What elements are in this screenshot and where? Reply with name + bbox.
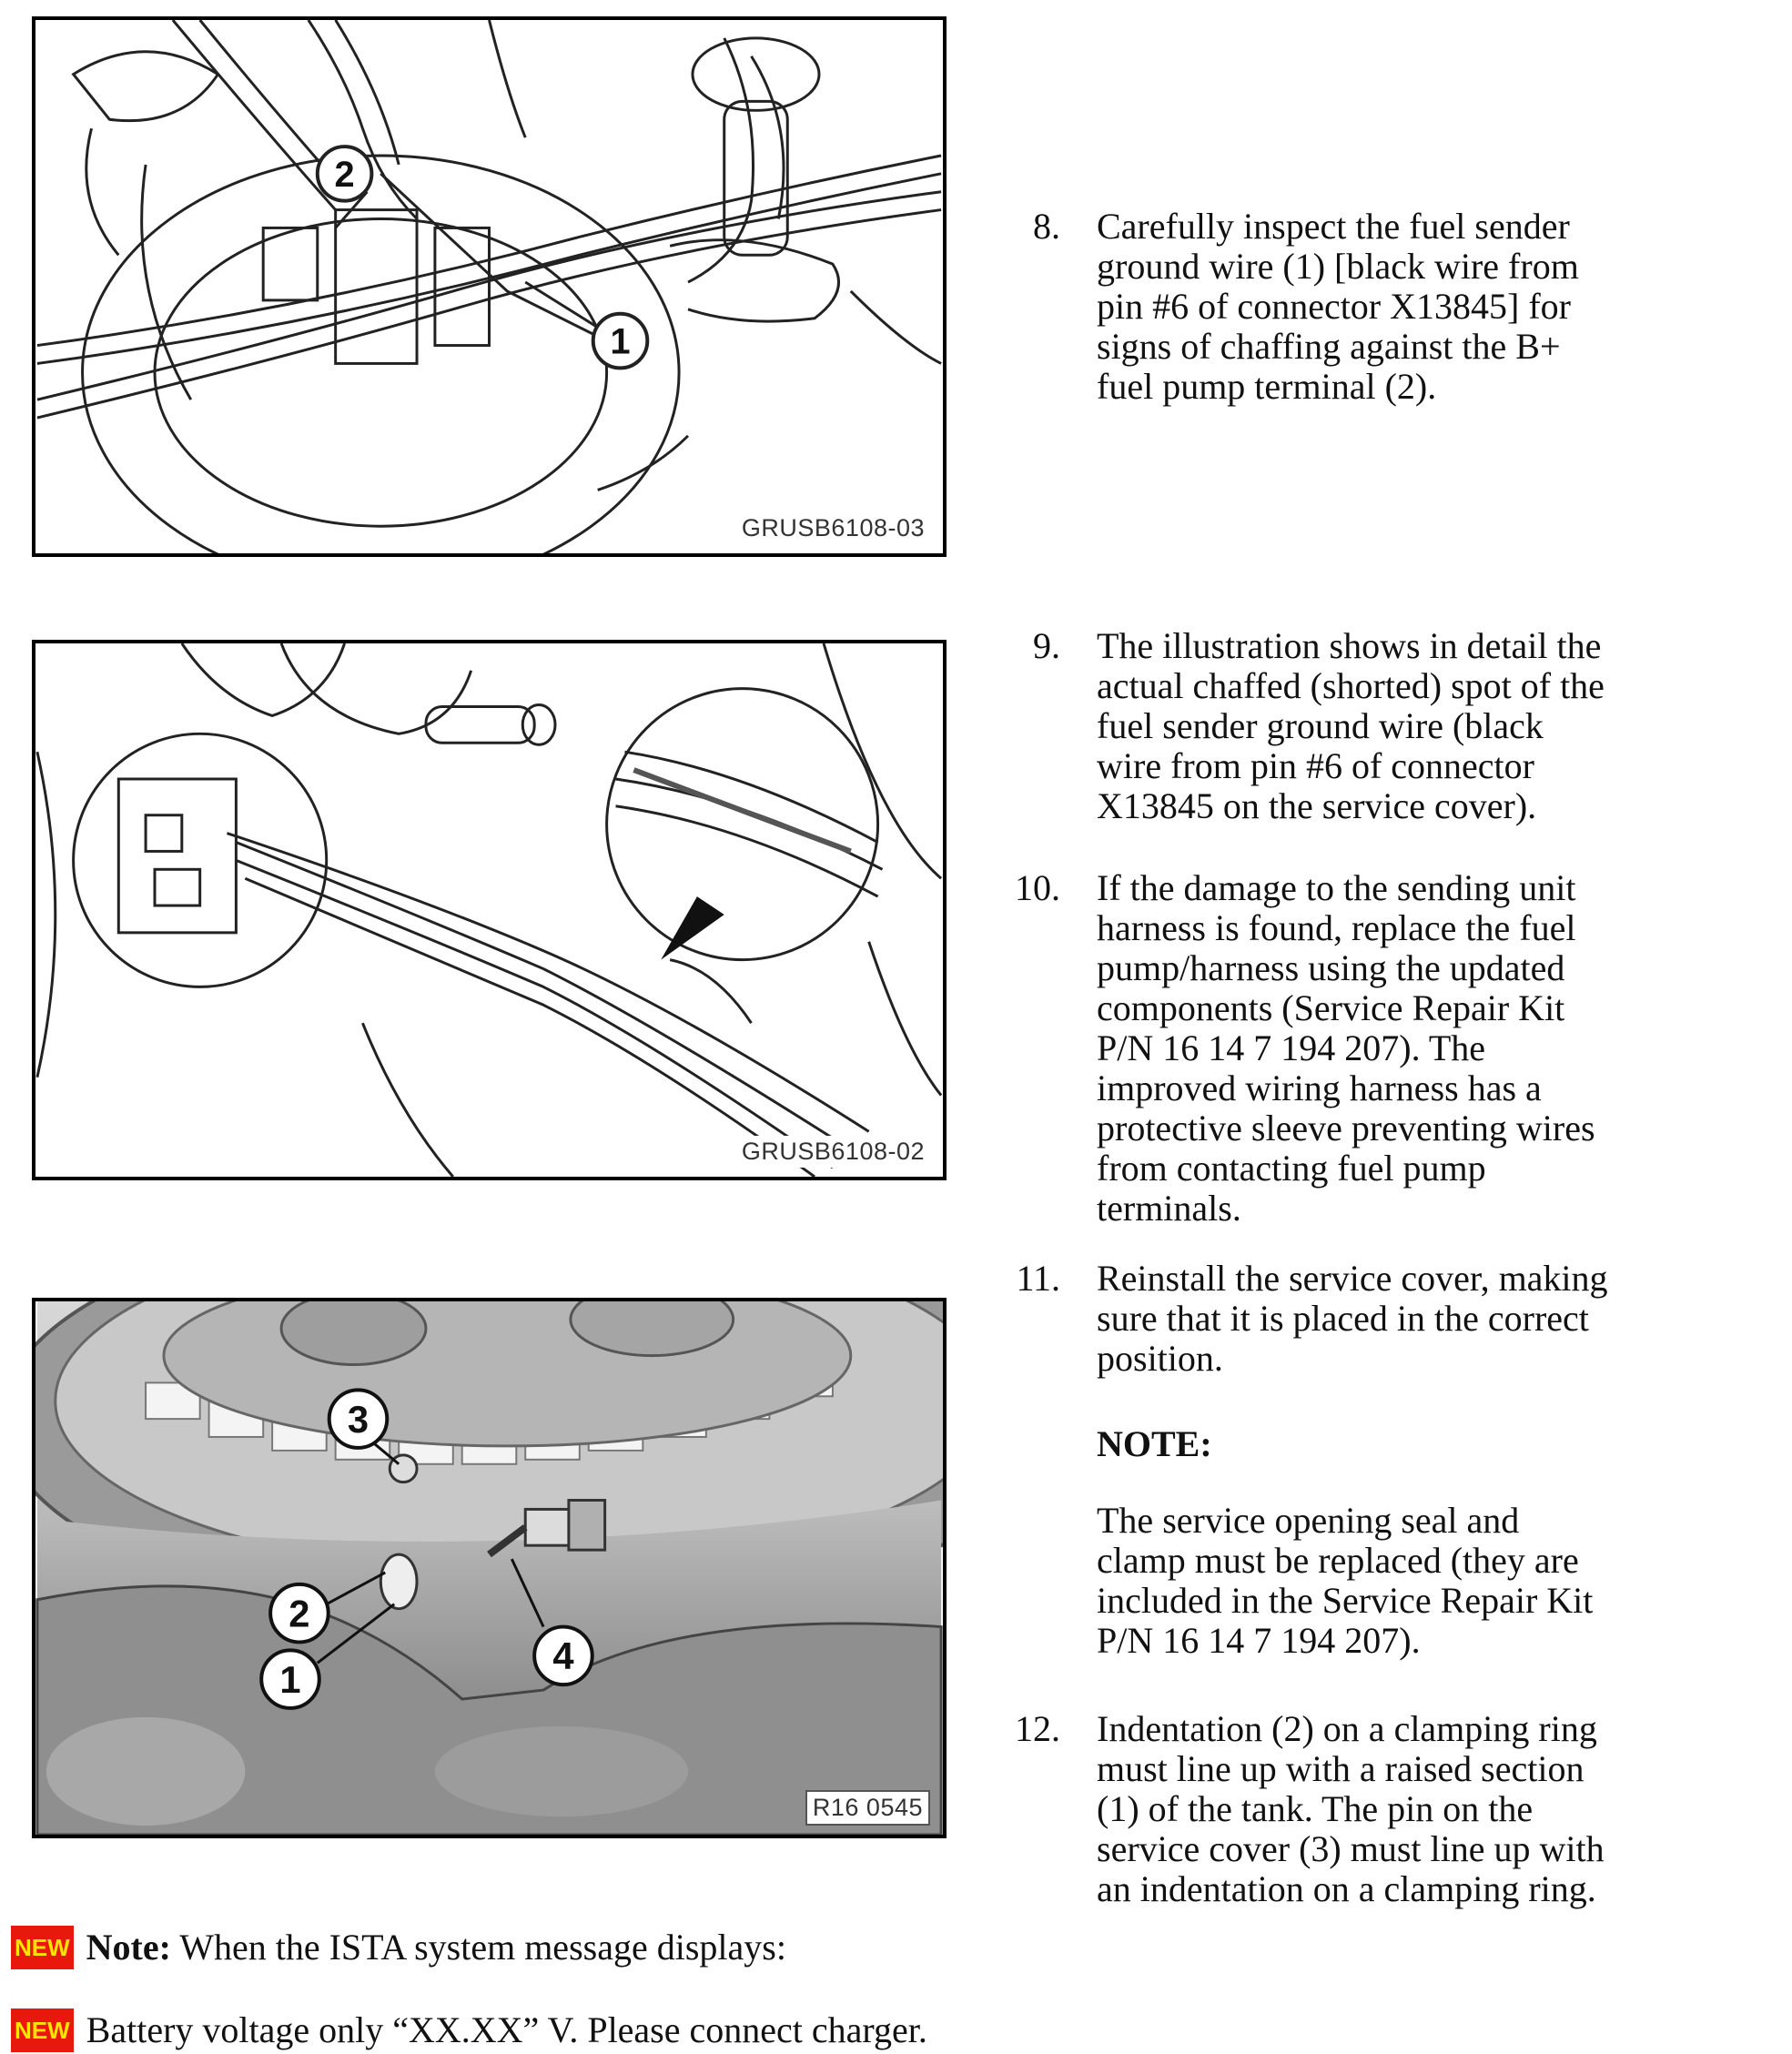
- note-label: Note:: [86, 1927, 171, 1968]
- step-line: pin #6 of connector X13845] for: [1097, 286, 1571, 327]
- fuel-pump-line-drawing: [35, 20, 943, 553]
- figure-code: GRUSB6108-02: [736, 1136, 930, 1168]
- step-line: service cover (3) must line up with: [1097, 1828, 1605, 1869]
- step-line: terminals.: [1097, 1188, 1241, 1229]
- step-number: 12.: [1015, 1708, 1060, 1749]
- new-badge: NEW: [11, 2008, 74, 2052]
- step-line: fuel sender ground wire (black: [1097, 705, 1544, 746]
- note-line: clamp must be replaced (they are: [1097, 1540, 1579, 1581]
- note-line: The service opening seal and: [1097, 1500, 1520, 1541]
- note-line: P/N 16 14 7 194 207).: [1097, 1620, 1421, 1661]
- callout-1-label: 1: [279, 1658, 301, 1702]
- step-line: fuel pump terminal (2).: [1097, 366, 1437, 407]
- step-line: P/N 16 14 7 194 207). The: [1097, 1027, 1486, 1068]
- callout-2-label: 2: [289, 1592, 310, 1635]
- step-line: must line up with a raised section: [1097, 1748, 1584, 1789]
- step-line: position.: [1097, 1338, 1223, 1379]
- callout-2-label: 2: [334, 154, 355, 195]
- figure-service-cover-alignment: [32, 1298, 947, 1838]
- step-line: The illustration shows in detail the: [1097, 625, 1602, 666]
- step-line: actual chaffed (shorted) spot of the: [1097, 665, 1605, 706]
- new-badge: NEW: [11, 1926, 74, 1969]
- step-line: (1) of the tank. The pin on the: [1097, 1788, 1534, 1829]
- step-number: 8.: [1033, 206, 1060, 247]
- step-number: 11.: [1016, 1258, 1060, 1299]
- step-line: ground wire (1) [black wire from: [1097, 246, 1579, 287]
- step-line: from contacting fuel pump: [1097, 1148, 1486, 1189]
- note-text: When the ISTA system message displays:: [170, 1927, 786, 1968]
- step-line: Indentation (2) on a clamping ring: [1097, 1708, 1597, 1749]
- step-line: harness is found, replace the fuel: [1097, 907, 1576, 948]
- step-number: 9.: [1033, 625, 1060, 666]
- callout-2: [318, 147, 372, 228]
- callout-1: [525, 282, 647, 368]
- figure-code: GRUSB6108-03: [736, 512, 930, 544]
- step-line: signs of chaffing against the B+: [1097, 326, 1561, 367]
- figure-chaffed-wire-detail: [32, 640, 947, 1180]
- chaffed-wire-line-drawing: [35, 643, 943, 1177]
- step-number: 10.: [1015, 867, 1060, 908]
- step-line: improved wiring harness has a: [1097, 1067, 1542, 1108]
- step-line: Reinstall the service cover, making: [1097, 1258, 1608, 1299]
- callout-4-label: 4: [552, 1634, 574, 1678]
- step-line: X13845 on the service cover).: [1097, 785, 1537, 826]
- note-line: included in the Service Repair Kit: [1097, 1580, 1594, 1621]
- battery-voltage-message-line: [11, 2008, 927, 2052]
- ista-note-line: [11, 1926, 786, 1969]
- step-line: pump/harness using the updated: [1097, 947, 1565, 988]
- step-line: If the damage to the sending unit: [1097, 867, 1576, 908]
- callout-1-label: 1: [610, 321, 631, 362]
- figure-code: R16 0545: [805, 1790, 930, 1826]
- step-line: sure that it is placed in the correct: [1097, 1298, 1589, 1339]
- step-line: wire from pin #6 of connector: [1097, 745, 1534, 786]
- step-line: protective sleeve preventing wires: [1097, 1108, 1595, 1148]
- figure-fuel-sender-ground-wire: [32, 16, 947, 557]
- note-heading: NOTE:: [1097, 1423, 1212, 1464]
- step-line: Carefully inspect the fuel sender: [1097, 206, 1570, 247]
- note-body: [1097, 1501, 1752, 1661]
- service-cover-rendering: [35, 1301, 943, 1835]
- callout-3-label: 3: [347, 1398, 370, 1442]
- step-line: an indentation on a clamping ring.: [1097, 1868, 1596, 1909]
- step-line: components (Service Repair Kit: [1097, 987, 1565, 1028]
- battery-message-text: Battery voltage only “XX.XX” V. Please connect charger.: [86, 2009, 927, 2050]
